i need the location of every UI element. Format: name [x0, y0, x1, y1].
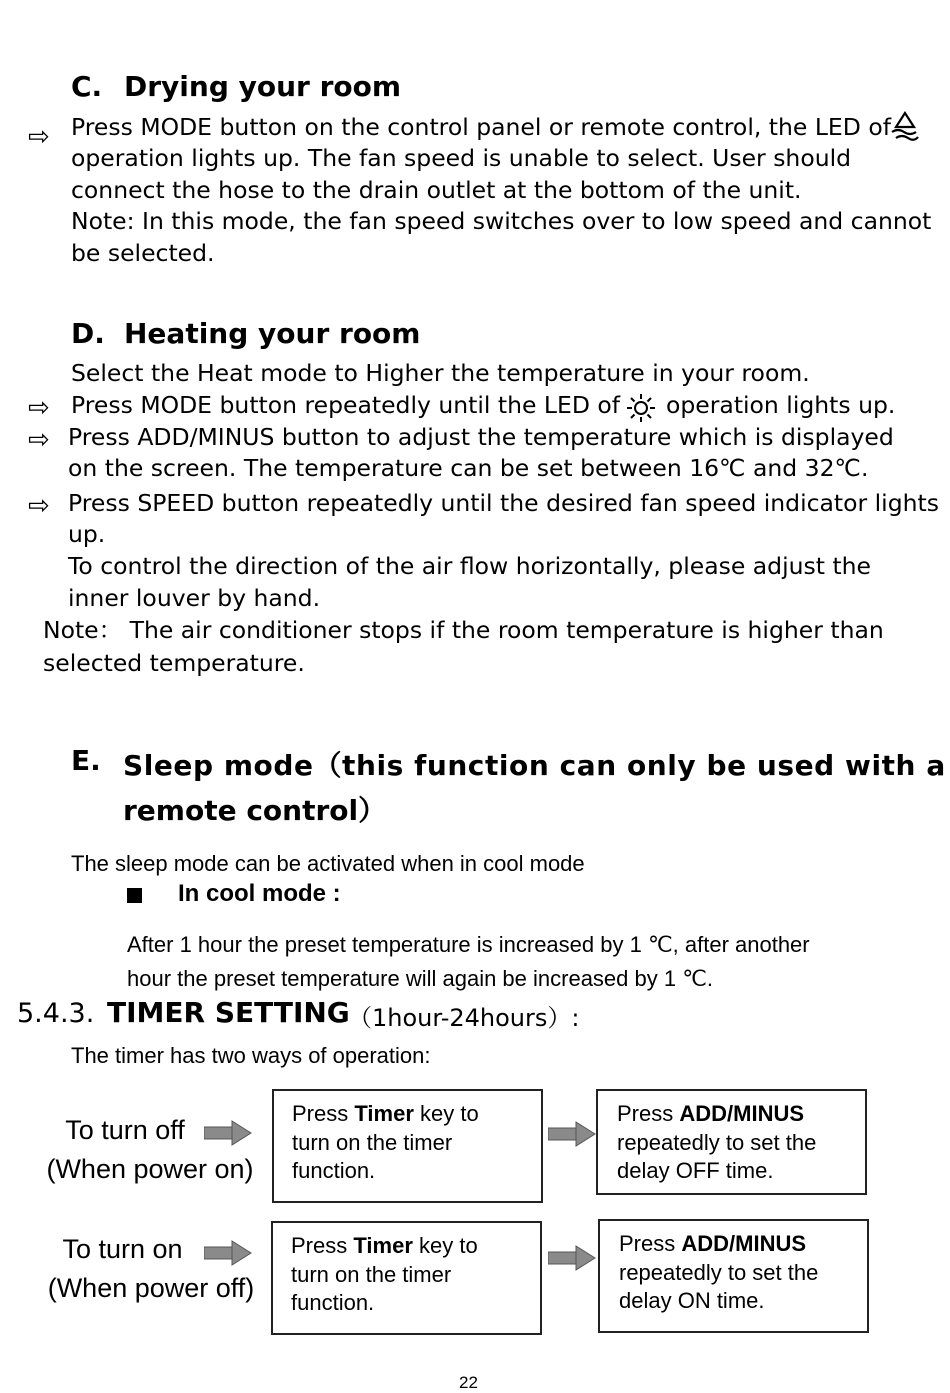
- page-number: 22: [459, 1373, 478, 1392]
- section-e-body: After 1 hour the preset temperature is increased by 1 ℃, after another: [127, 932, 810, 957]
- turn-on-sublabel: (When power off): [47, 1273, 255, 1303]
- box-text: delay ON time.: [619, 1288, 765, 1313]
- section-c-line: Press MODE button on the control panel or remote control, the LED of: [71, 113, 891, 141]
- timer-step-box: [271, 1221, 542, 1335]
- section-c-line: connect the hose to the drain outlet at the bottom of the unit.: [71, 176, 802, 204]
- section-d-bullet: up.: [68, 520, 106, 548]
- section-e-body: hour the preset temperature will again be increased by 1 ℃.: [127, 966, 714, 991]
- box-text: delay OFF time.: [617, 1158, 774, 1183]
- box-text: Press: [291, 1233, 348, 1258]
- section-c-letter: C.: [71, 70, 103, 103]
- timer-section-title: TIMER SETTING: [107, 996, 350, 1029]
- hollow-arrow-icon: ⇨: [28, 491, 50, 521]
- turn-on-label: To turn on: [62, 1234, 183, 1264]
- section-d-title: Heating your room: [124, 317, 421, 350]
- section-d-paragraph: inner louver by hand.: [68, 584, 321, 612]
- section-d-note: selected temperature.: [43, 649, 305, 677]
- timer-step-box: [598, 1219, 869, 1333]
- hollow-arrow-icon: ⇨: [28, 122, 50, 152]
- turn-off-sublabel: (When power on): [46, 1154, 254, 1184]
- box-text: turn on the timer: [291, 1261, 452, 1287]
- timer-step-box: [272, 1089, 543, 1203]
- box-text: function.: [291, 1290, 375, 1315]
- section-e-subtitle: In cool mode :: [178, 880, 341, 907]
- box-text: Press: [619, 1231, 676, 1256]
- timer-step-box: [596, 1089, 867, 1195]
- section-d-bullet: Press ADD/MINUS button to adjust the temperature which is displayed: [68, 423, 894, 451]
- box-text: function.: [292, 1158, 376, 1183]
- timer-section-number: 5.4.3.: [17, 998, 95, 1029]
- right-arrow-icon: [204, 1120, 252, 1146]
- section-e-title: Sleep mode（this function can only be used with a: [123, 749, 946, 782]
- section-c-line: operation lights up. The fan speed is unable to select. User should: [71, 144, 852, 172]
- turn-off-label: To turn off: [65, 1115, 185, 1145]
- section-d-bullet: operation lights up.: [666, 391, 896, 419]
- box-text: turn on the timer: [292, 1129, 453, 1155]
- drying-mode-icon: [888, 110, 922, 144]
- square-bullet-icon: [127, 888, 142, 903]
- box-key: ADD/MINUS: [679, 1101, 805, 1126]
- right-arrow-icon: [204, 1240, 252, 1266]
- hollow-arrow-icon: ⇨: [28, 425, 50, 455]
- box-text: Press: [617, 1101, 674, 1126]
- box-key: Timer: [353, 1233, 413, 1258]
- timer-intro: The timer has two ways of operation:: [71, 1043, 431, 1068]
- section-d-bullet: on the screen. The temperature can be set between 16℃ and 32℃.: [68, 454, 869, 482]
- hollow-arrow-icon: ⇨: [28, 393, 50, 423]
- timer-section-range: （1hour-24hours）:: [348, 1004, 580, 1032]
- right-arrow-icon: [548, 1121, 596, 1147]
- section-d-note: Note： The air conditioner stops if the room temperature is higher than: [43, 616, 884, 644]
- section-c-note: Note: In this mode, the fan speed switches over to low speed and cannot: [71, 207, 932, 235]
- sun-heat-icon: [625, 393, 657, 423]
- section-d-bullet: Press MODE button repeatedly until the LED of: [71, 391, 621, 419]
- box-text: repeatedly to set the: [619, 1259, 819, 1285]
- box-text: repeatedly to set the: [617, 1129, 817, 1155]
- section-e-intro: The sleep mode can be activated when in cool mode: [71, 851, 585, 876]
- section-c-title: Drying your room: [124, 70, 402, 103]
- section-e-title: remote control）: [123, 794, 387, 827]
- box-text: key to: [419, 1233, 478, 1258]
- box-text: key to: [420, 1101, 479, 1126]
- section-c-note: be selected.: [71, 239, 215, 267]
- right-arrow-icon: [548, 1245, 596, 1271]
- box-key: ADD/MINUS: [681, 1231, 807, 1256]
- section-e-letter: E.: [71, 744, 101, 777]
- section-d-bullet: Press SPEED button repeatedly until the desired fan speed indicator lights: [68, 489, 939, 517]
- section-d-intro: Select the Heat mode to Higher the temperature in your room.: [71, 359, 810, 387]
- box-key: Timer: [354, 1101, 414, 1126]
- section-d-letter: D.: [71, 317, 105, 350]
- section-d-paragraph: To control the direction of the air flow horizontally, please adjust the: [68, 552, 872, 580]
- box-text: Press: [292, 1101, 349, 1126]
